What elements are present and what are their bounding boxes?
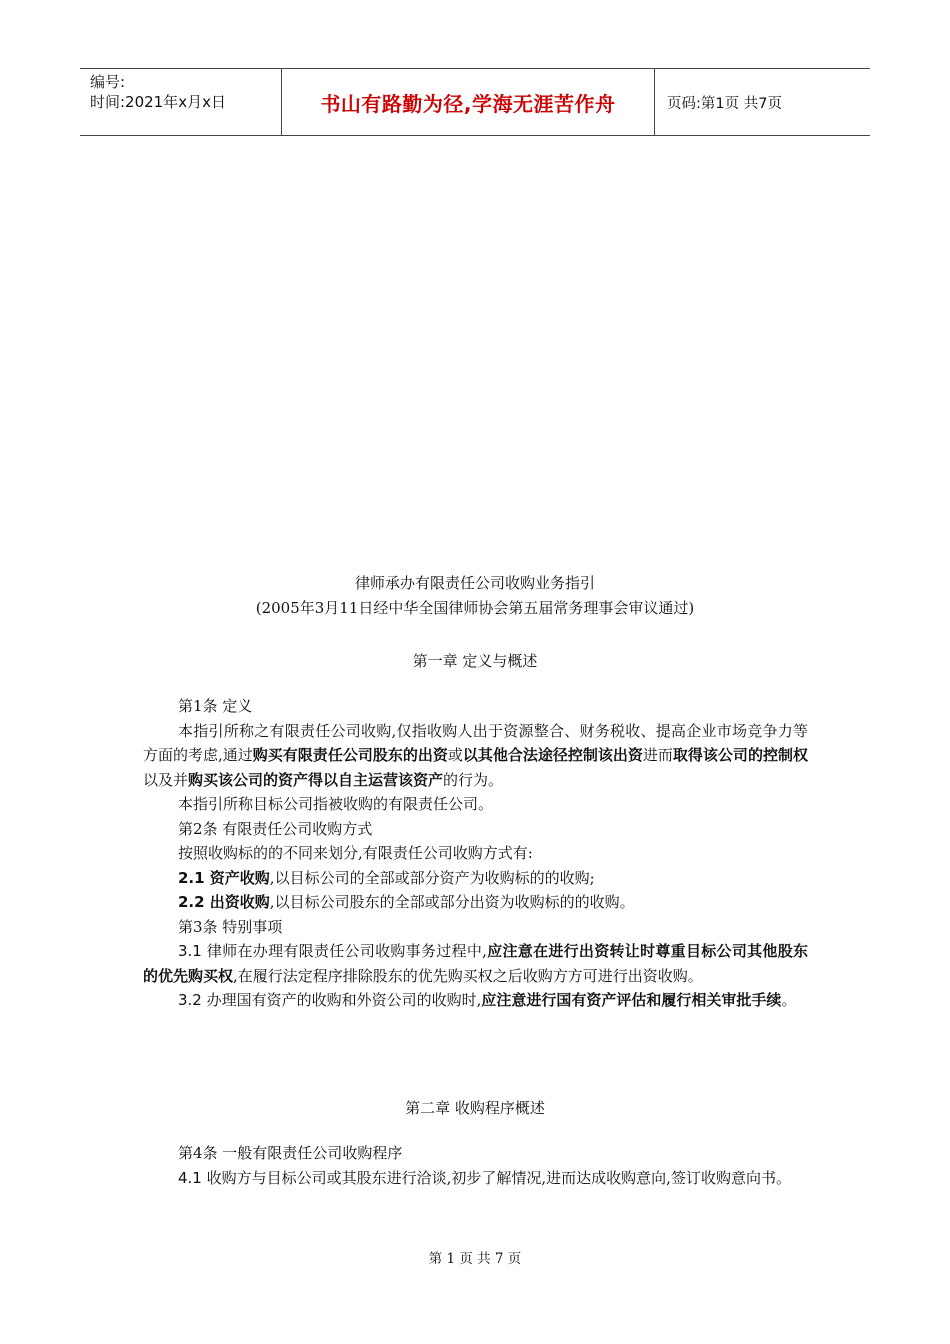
bold-run: 应注意在进行出资转让时尊重目标公司其他股东的优先购买权 — [143, 942, 808, 985]
article-2-item-2 — [143, 890, 808, 915]
article-2-paragraph: 按照收购标的的不同来划分,有限责任公司收购方式有: — [178, 844, 533, 862]
text-run: 办理国有资产的收购和外资公司的收购时, — [206, 991, 482, 1009]
text-run: ,以目标公司股东的全部或部分出资为收购标的的收购。 — [269, 893, 635, 911]
header-meta — [80, 69, 281, 135]
bold-run: 2.2 出资收购 — [178, 893, 270, 911]
article-1-paragraph-1 — [143, 719, 808, 793]
bold-run: 购买该公司的资产得以自主运营该资产 — [188, 770, 444, 789]
text-run: 。 — [781, 991, 797, 1009]
text-run: 的行为。 — [443, 770, 504, 789]
bold-run: 应注意进行国有资产评估和履行相关审批手续 — [481, 991, 782, 1009]
document-title: 律师承办有限责任公司收购业务指引 — [354, 574, 595, 592]
header-page-info: 页码:第1页 共7页 — [667, 95, 782, 112]
item-number: 3.2 — [178, 991, 202, 1009]
code-label: 编号: — [90, 73, 126, 91]
article-4-item-1 — [143, 1166, 808, 1191]
chapter-1-body — [143, 694, 808, 1013]
text-run: ,在履行法定程序排除股东的优先购买权之后收购方方可进行出资收购。 — [233, 966, 703, 985]
bold-run: 2.1 资产收购 — [178, 868, 270, 887]
text-run: 或 — [447, 746, 463, 764]
document-subtitle: (2005年3月11日经中华全国律师协会第五届常务理事会审议通过) — [255, 599, 695, 617]
article-1-paragraph-2: 本指引所称目标公司指被收购的有限责任公司。 — [178, 795, 494, 813]
article-2-heading: 第2条 有限责任公司收购方式 — [178, 819, 373, 838]
date-line: 时间:2021年x月x日 — [90, 93, 226, 111]
bold-run: 购买有限责任公司股东的出资 — [252, 746, 448, 764]
article-2-item-1 — [143, 866, 808, 891]
bold-run: 取得该公司的控制权 — [672, 746, 808, 764]
text-run: 进而 — [642, 746, 673, 764]
bold-run: 以其他合法途径控制该出资 — [462, 746, 643, 764]
text-run: 律师在办理有限责任公司收购事务过程中, — [206, 942, 487, 960]
motto: 书山有路勤为径,学海无涯苦作舟 — [320, 91, 616, 116]
article-4-heading: 第4条 一般有限责任公司收购程序 — [178, 1144, 403, 1162]
text-run: ,以目标公司的全部或部分资产为收购标的的收购; — [269, 868, 595, 887]
item-number: 4.1 — [178, 1168, 202, 1187]
chapter-1-heading: 第一章 定义与概述 — [412, 652, 538, 670]
document-header — [80, 68, 870, 136]
article-3-item-2 — [143, 988, 808, 1013]
chapter-2-heading: 第二章 收购程序概述 — [405, 1099, 545, 1117]
text-run: 本指引所称之有限责任公司收购,仅指收购人出于资源整合、财务税收、提高企业市场竞争力等方面的考虑,通过 — [143, 721, 808, 764]
text-run: 收购方与目标公司或其股东进行洽谈,初步了解情况,进而达成收购意向,签订收购意向书。 — [206, 1168, 791, 1187]
chapter-2-body — [143, 1141, 808, 1190]
article-3-item-1 — [143, 939, 808, 988]
article-3-heading: 第3条 特别事项 — [178, 917, 283, 936]
item-number: 3.1 — [178, 942, 202, 960]
article-1-heading: 第1条 定义 — [178, 697, 253, 715]
page-footer: 第 1 页 共 7 页 — [428, 1251, 522, 1267]
header-motto-cell — [281, 69, 655, 135]
text-run: 以及并 — [143, 770, 189, 789]
